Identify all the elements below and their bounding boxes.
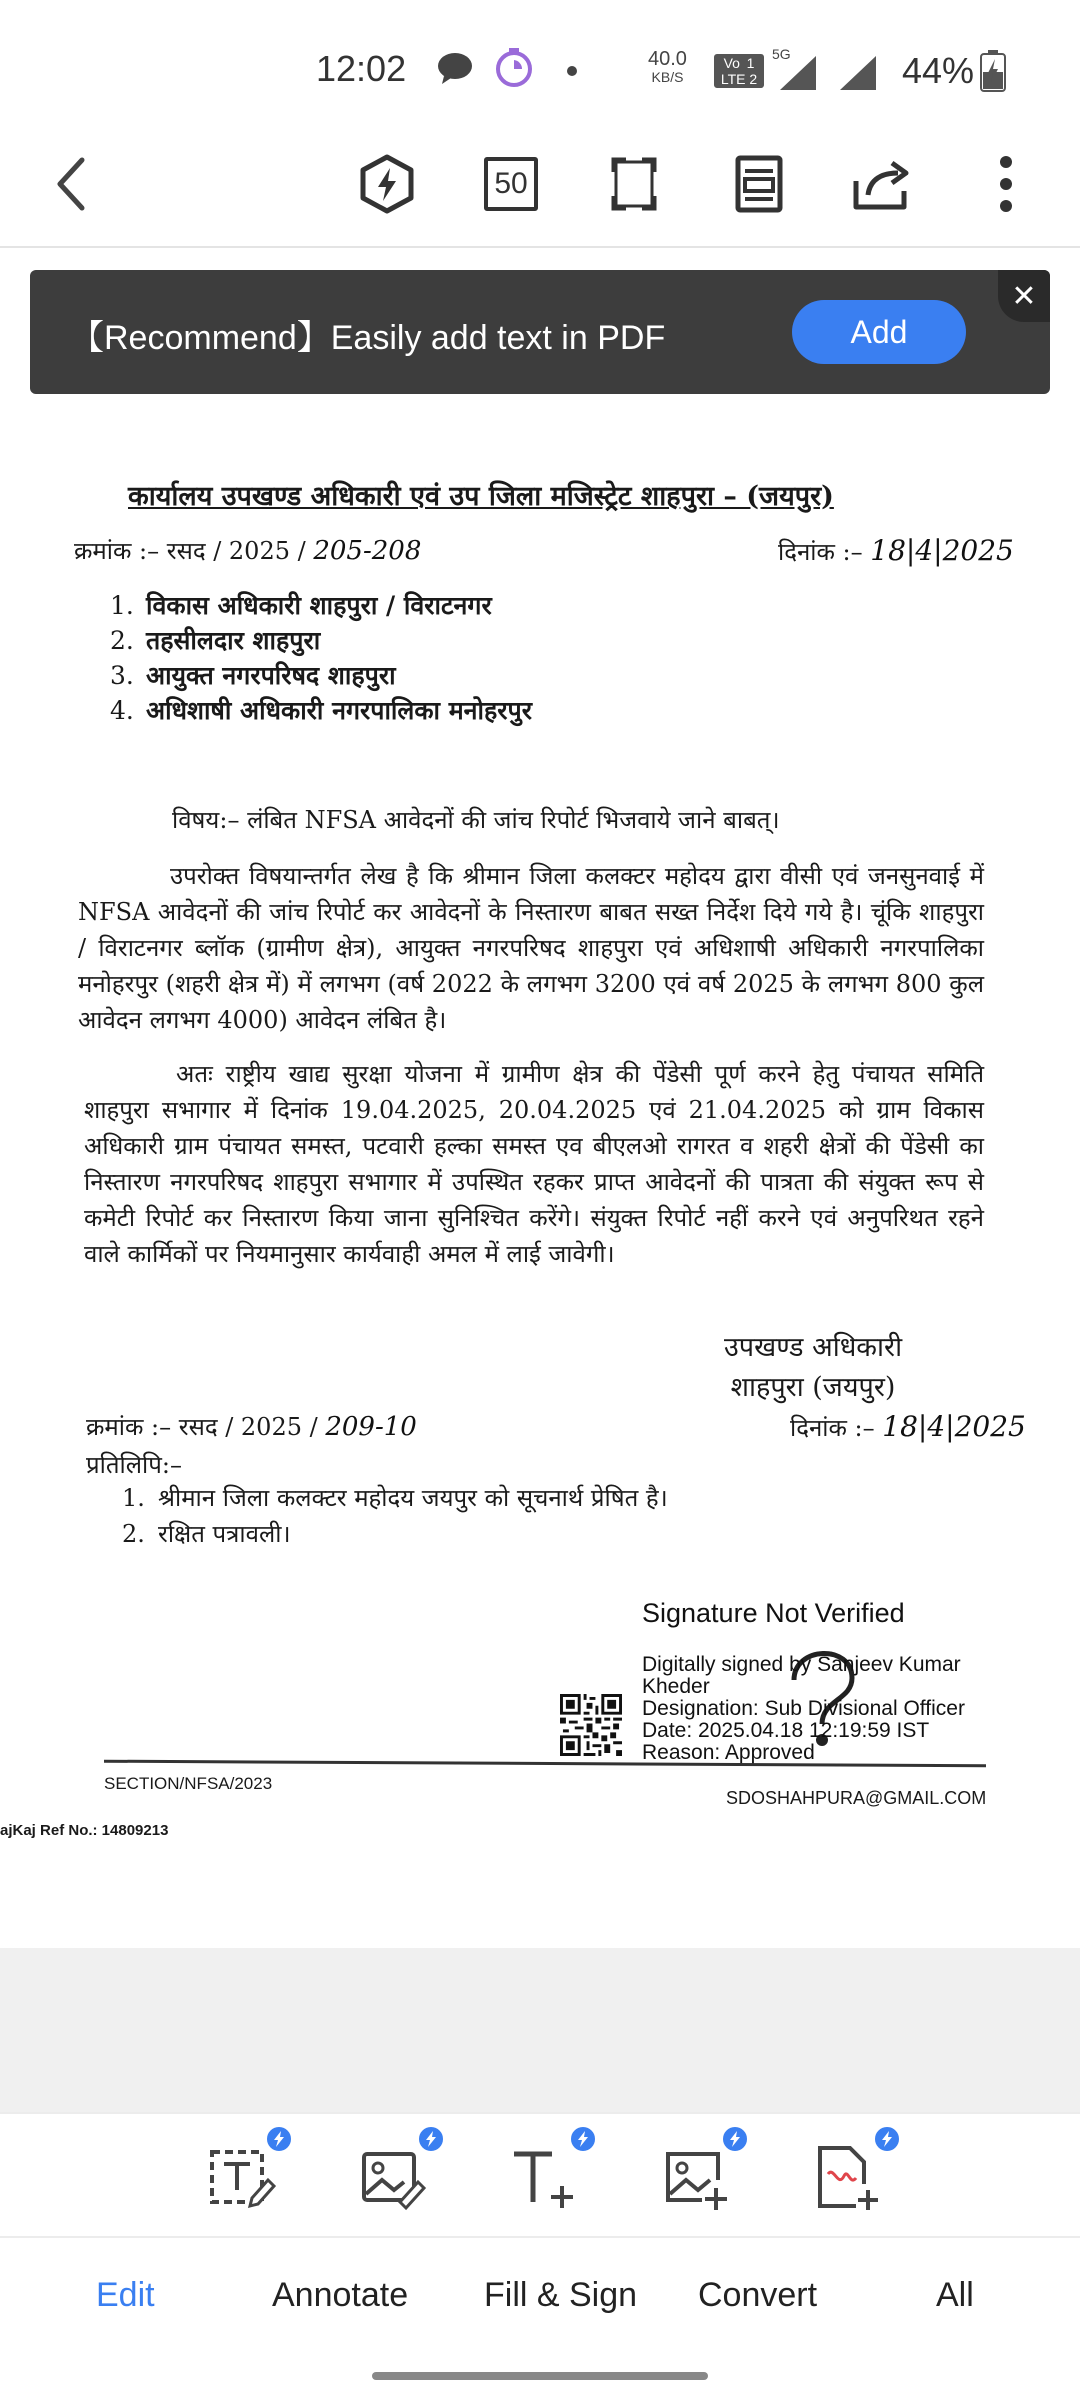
signal-icon-2 xyxy=(838,52,880,97)
paragraph-1: उपरोक्त विषयान्तर्गत लेख है कि श्रीमान जिला कलक्टर महोदय द्वारा वीसी एवं जनसुनवाई में NFSA आवेदनों की जांच रिपोर्ट कर आवेदनों के निस्तारण बाबत सख्त निर्देश दिये गये है। चूंकि शाहपुरा / विराटनगर ब्लॉक (ग्रामीण क्षेत्र), आयुक्त नगरपरिषद शाहपुरा एवं अधिशाषी अधिकारी नगरपालिका मनोहरपुर (शहरी क्षेत्र में) में लगभग (वर्ष 2022 के लगभग 3200 एवं वर्ष 2025 के लगभग 800 कुल आवेदन लगभग 4000) आवेदन लंबित है। xyxy=(78,862,984,1034)
footer-section-code: SECTION/NFSA/2023 xyxy=(104,1774,273,1793)
volte-badge: Vo 1 LTE 2 xyxy=(714,54,764,88)
quick-action-button[interactable] xyxy=(351,148,423,220)
bottom-tabs xyxy=(0,2236,1080,2364)
premium-badge-icon xyxy=(416,2124,446,2154)
paragraph-2: अतः राष्ट्रीय खाद्य सुरक्षा योजना में ग्रामीण क्षेत्र की पेंडेसी पूर्ण करने हेतु पंचायत समिति शाहपुरा सभागार में दिनांक 19.04.2025, 20.04.2025 एवं 21.04.2025 को ग्राम विकास अधिकारी ग्राम पंचायत समस्त, पटवारी हल्का समस्त एव बीएलओ रागरत व शहरी क्षेत्रों की पेंडेसी का निस्तारण नगरपरिषद शाहपुरा सभागार में उपस्थित रहकर प्राप्त आवेदनों की पात्रता की संयुक्त रूप से कमेटी रिपोर्ट कर निस्तारण किया जाना सुनिश्चित करेंगे। संयुक्त रिपोर्ट नहीं करने एवं अनुपरिथत रहने वाले कार्मिकों पर नियमानुसार कार्यवाही अमल में लाई जावेगी। xyxy=(84,1060,984,1268)
tab-edit[interactable]: Edit xyxy=(96,2276,155,2314)
add-image-icon xyxy=(658,2140,734,2216)
battery-percent: 44% xyxy=(902,50,975,91)
edit-image-icon xyxy=(354,2140,430,2216)
network-speed: 40.0 KB/S xyxy=(648,48,687,85)
list-item: 1. श्रीमान जिला कलक्टर महोदय जयपुर को सूचनार्थ प्रेषित है। xyxy=(122,1484,668,1512)
reference-number-2: क्रमांक :– रसद / 2025 / 209-10 xyxy=(86,1412,417,1442)
tab-fill-sign[interactable]: Fill & Sign xyxy=(484,2276,638,2314)
fullscreen-button[interactable] xyxy=(598,148,670,220)
home-indicator[interactable] xyxy=(372,2372,708,2380)
top-toolbar xyxy=(0,120,1080,248)
rajkaj-reference: ajKaj Ref No.: 14809213 xyxy=(0,1822,169,1839)
sign-doc-icon xyxy=(810,2140,886,2216)
reading-mode-button[interactable] xyxy=(723,148,795,220)
add-text-tool[interactable] xyxy=(506,2140,582,2216)
signature-status: Signature Not Verified xyxy=(642,1598,905,1628)
banner-close-button[interactable] xyxy=(998,270,1050,322)
list-item: 2. रक्षित पत्रावली। xyxy=(122,1520,291,1548)
lightning-icon xyxy=(359,154,415,214)
back-arrow-icon xyxy=(52,154,92,214)
date-1: दिनांक :– 18|4|2025 xyxy=(778,534,1014,567)
list-item: 3. आयुक्त नगरपरिषद शाहपुरा xyxy=(110,661,396,690)
pdf-page[interactable] xyxy=(0,418,1080,1948)
tab-all[interactable]: All xyxy=(936,2276,974,2314)
recommend-banner xyxy=(30,270,1050,394)
edit-image-tool[interactable] xyxy=(354,2140,430,2216)
premium-badge-icon xyxy=(264,2124,294,2154)
list-item: 4. अधिशाषी अधिकारी नगरपालिका मनोहरपुर xyxy=(110,696,532,725)
reference-number-1: क्रमांक :– रसद / 2025 / 205-208 xyxy=(74,536,422,566)
signature-details: Digitally signed by Sanjeev Kumar Kheder Designation: Sub Divisional Officer Date: 2025.04.18 12:19:59 IST Reason: Approved xyxy=(642,1653,965,1764)
digital-signature[interactable] xyxy=(642,1598,965,1764)
sign-document-tool[interactable] xyxy=(810,2140,886,2216)
date-2: दिनांक :– 18|4|2025 xyxy=(790,1410,1026,1443)
handwritten-ref-1: 205-208 xyxy=(313,536,422,566)
list-item: 1. विकास अधिकारी शाहपुरा / विराटनगर xyxy=(110,591,492,620)
premium-badge-icon xyxy=(720,2124,750,2154)
premium-badge-icon xyxy=(568,2124,598,2154)
tab-convert[interactable]: Convert xyxy=(698,2276,818,2314)
signatory-block: उपखण्ड अधिकारी शाहपुरा (जयपुर) xyxy=(724,1332,903,1403)
copy-list xyxy=(122,1480,668,1552)
qr-code-icon xyxy=(560,1694,622,1756)
timer-app-icon xyxy=(494,46,534,93)
edit-tools-bar xyxy=(0,2112,1080,2236)
reading-mode-icon xyxy=(735,155,783,213)
copy-heading: प्रतिलिपि:– xyxy=(86,1451,182,1479)
clock: 12:02 xyxy=(316,48,407,89)
edit-text-icon xyxy=(202,2140,278,2216)
notification-dot-icon xyxy=(566,64,578,82)
addressee-list xyxy=(110,588,532,728)
banner-text: 【Recommend】Easily add text in PDF xyxy=(70,319,666,357)
status-bar xyxy=(0,0,1080,120)
handwritten-ref-2: 209-10 xyxy=(325,1412,417,1442)
add-text-icon xyxy=(506,2140,582,2216)
network-type: 5G xyxy=(772,46,791,62)
footer-email: SDOSHAHPURA@GMAIL.COM xyxy=(726,1788,987,1808)
back-button[interactable] xyxy=(36,148,108,220)
page-count-button[interactable] xyxy=(475,148,547,220)
share-icon xyxy=(852,157,912,211)
chat-icon xyxy=(436,50,474,91)
page-count-icon: 50 xyxy=(484,157,538,211)
more-button[interactable] xyxy=(970,148,1042,220)
banner-add-button[interactable]: Add xyxy=(792,300,966,364)
more-icon xyxy=(998,154,1014,214)
handwritten-date-1: 18|4|2025 xyxy=(870,534,1014,567)
subject-line: विषय:– लंबित NFSA आवेदनों की जांच रिपोर्ट भिजवाये जाने बाबत्। xyxy=(172,806,780,834)
tab-annotate[interactable]: Annotate xyxy=(272,2276,409,2314)
add-image-tool[interactable] xyxy=(658,2140,734,2216)
premium-badge-icon xyxy=(872,2124,902,2154)
page-gap xyxy=(0,1948,1080,2112)
edit-text-tool[interactable] xyxy=(202,2140,278,2216)
battery-icon xyxy=(980,50,1006,97)
signal-icon-1 xyxy=(776,52,836,97)
close-icon: ✕ xyxy=(1011,279,1037,313)
list-item: 2. तहसीलदार शाहपुरा xyxy=(110,626,321,655)
fullscreen-icon xyxy=(610,156,658,212)
document-title: कार्यालय उपखण्ड अधिकारी एवं उप जिला मजिस्ट्रेट शाहपुरा – (जयपुर) xyxy=(128,481,834,512)
share-button[interactable] xyxy=(846,148,918,220)
handwritten-date-2: 18|4|2025 xyxy=(882,1410,1026,1443)
